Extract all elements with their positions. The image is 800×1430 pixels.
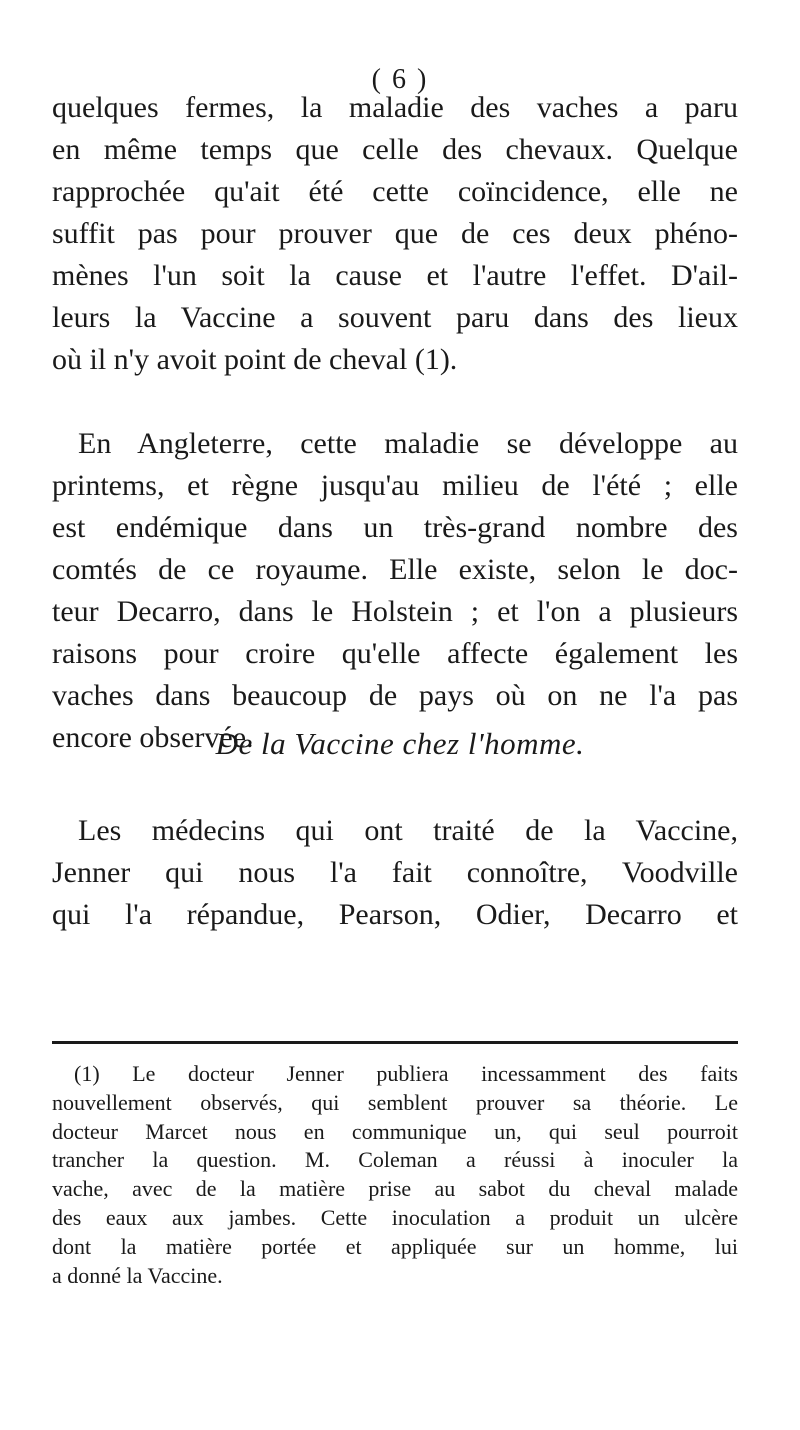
text-line: printems, et règne jusqu'au milieu de l'été ; elle [52,469,738,502]
footnote [52,1060,738,1290]
text-line: mènes l'un soit la cause et l'autre l'effet. D'ail- [52,259,738,292]
section-heading: De la Vaccine chez l'homme. [215,726,585,761]
text-line: qui l'a répandue, Pearson, Odier, Decarro et [52,898,738,931]
footnote-line: docteur Marcet nous en communique un, qui seul pourroit [52,1118,738,1144]
footnote-line: des eaux aux jambes. Cette inoculation a produit un ulcère [52,1204,738,1230]
text-line: En Angleterre, cette maladie se développe au [78,427,738,460]
text-line: Jenner qui nous l'a fait connoître, Voodville [52,856,738,889]
text-line: suffit pas pour prouver que de ces deux phéno- [52,217,738,250]
text-line: comtés de ce royaume. Elle existe, selon le doc- [52,553,738,586]
text-line: leurs la Vaccine a souvent paru dans des lieux [52,301,738,334]
text-line: rapprochée qu'ait été cette coïncidence, elle ne [52,175,738,208]
footnote-line: trancher la question. M. Coleman a réussi à inoculer la [52,1147,738,1173]
paragraph-3 [52,810,738,936]
paragraph-2 [52,423,738,759]
text-line: est endémique dans un très-grand nombre des [52,511,738,544]
paragraph-1 [52,87,738,381]
footnote-line: nouvellement observés, qui semblent prouver sa théorie. Le [52,1089,738,1115]
text-line: en même temps que celle des chevaux. Quelque [52,133,738,166]
page-number: ( 6 ) [371,64,429,95]
footnote-line: a donné la Vaccine. [52,1262,223,1288]
footnote-line: vache, avec de la matière prise au sabot du cheval malade [52,1176,738,1202]
text-line: teur Decarro, dans le Holstein ; et l'on a plusieurs [52,595,738,628]
footnote-line: dont la matière portée et appliquée sur un homme, lui [52,1233,738,1259]
footnote-divider [52,1041,738,1044]
text-line: quelques fermes, la maladie des vaches a paru [52,91,738,124]
text-line: raisons pour croire qu'elle affecte également les [52,637,738,670]
text-line: où il n'y avoit point de cheval (1). [52,343,458,376]
text-line: vaches dans beaucoup de pays où on ne l'a pas [52,679,738,712]
text-line: encore observée. [52,721,254,754]
footnote-line: (1) Le docteur Jenner publiera incessamment des faits [74,1061,738,1086]
text-line: Les médecins qui ont traité de la Vaccine, [78,814,738,847]
